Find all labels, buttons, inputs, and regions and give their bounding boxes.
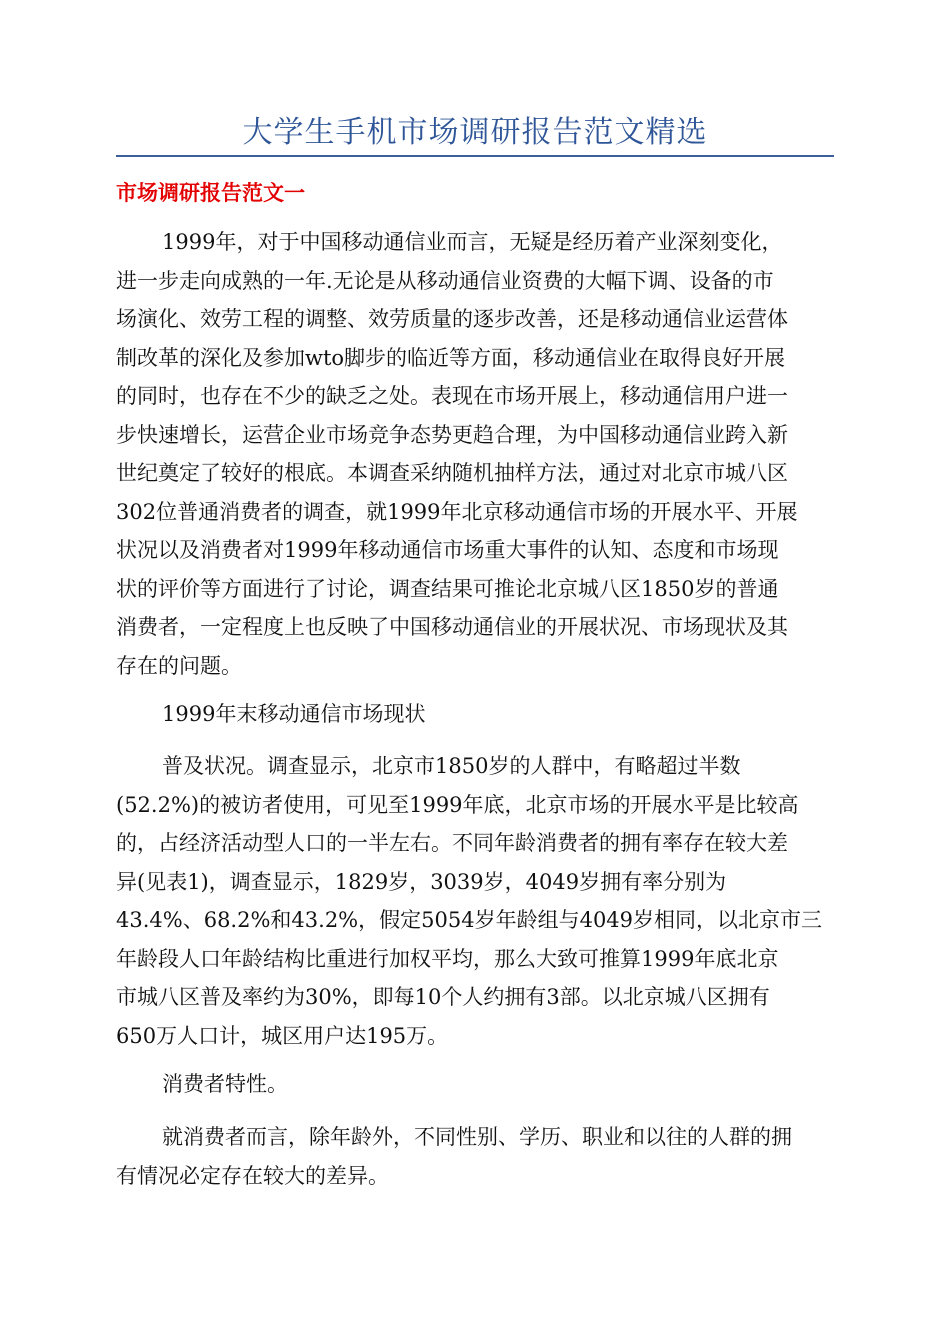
title-underline — [116, 155, 834, 157]
line-text: 43.4%、68.2%和43.2%，假定5054岁年龄组与4049岁相同，以北京市三 — [116, 908, 823, 932]
paragraph-line — [116, 901, 834, 940]
paragraph-subheading-market-status — [116, 695, 834, 734]
line-text: 状况以及消费者对1999年移动通信市场重大事件的认知、态度和市场现 — [116, 538, 779, 562]
line-text: 302位普通消费者的调查，就1999年北京移动通信市场的开展水平、开展 — [116, 499, 798, 524]
paragraph-line — [116, 1157, 834, 1196]
line-text: (52.2%)的被访者使用，可见至1999年底，北京市场的开展水平是比较高 — [116, 792, 799, 817]
paragraph-line — [116, 454, 834, 493]
line-text: 1999年，对于中国移动通信业而言，无疑是经历着产业深刻变化， — [162, 230, 783, 254]
line-text: 有情况必定存在较大的差异。 — [116, 1163, 389, 1188]
paragraph-line — [116, 300, 834, 339]
line-text: 存在的问题。 — [116, 653, 242, 678]
line-text: 就消费者而言，除年龄外，不同性别、学历、职业和以往的人群的拥 — [162, 1125, 792, 1149]
line-text: 状的评价等方面进行了讨论，调查结果可推论北京城八区1850岁的普通 — [116, 576, 779, 601]
line-text: 消费者，一定程度上也反映了中国移动通信业的开展状况、市场现状及其 — [116, 615, 788, 639]
paragraph-line — [116, 493, 834, 532]
line-text: 市城八区普及率约为30%，即每10个人约拥有3部。以北京城八区拥有 — [116, 985, 770, 1009]
line-text: 异(见表1)，调查显示，1829岁，3039岁，4049岁拥有率分别为 — [116, 869, 727, 894]
paragraph-line — [116, 647, 834, 686]
paragraph-consumer-differences — [116, 1118, 834, 1195]
paragraph-intro — [116, 223, 834, 685]
line-text: 步快速增长，运营企业市场竞争态势更趋合理，为中国移动通信业跨入新 — [116, 422, 788, 447]
paragraph-line — [116, 1118, 834, 1157]
line-text: 普及状况。调查显示，北京市1850岁的人群中，有略超过半数 — [162, 754, 741, 778]
paragraph-line — [116, 416, 834, 455]
paragraph-line — [116, 940, 834, 979]
line-text: 650万人口计，城区用户达195万。 — [116, 1023, 449, 1048]
paragraph-line — [116, 747, 834, 786]
paragraph-line — [116, 786, 834, 825]
paragraph-line — [116, 339, 834, 378]
paragraph-line — [116, 570, 834, 609]
line-text: 的，占经济活动型人口的一半左右。不同年龄消费者的拥有率存在较大差 — [116, 831, 788, 855]
paragraph-line — [116, 1017, 834, 1056]
line-text: 消费者特性。 — [162, 1072, 288, 1096]
paragraph-line — [116, 695, 834, 734]
line-text: 的同时，也存在不少的缺乏之处。表现在市场开展上，移动通信用户进一 — [116, 384, 788, 408]
paragraph-line — [116, 824, 834, 863]
paragraph-line — [116, 223, 834, 262]
line-text: 制改革的深化及参加wto脚步的临近等方面，移动通信业在取得良好开展 — [116, 345, 786, 370]
paragraph-line — [116, 863, 834, 902]
paragraph-penetration — [116, 747, 834, 1055]
line-text: 1999年末移动通信市场现状 — [162, 702, 426, 726]
line-text: 年龄段人口年龄结构比重进行加权平均，那么大致可推算1999年底北京 — [116, 946, 779, 971]
line-text: 进一步走向成熟的一年.无论是从移动通信业资费的大幅下调、设备的市 — [116, 268, 774, 293]
paragraph-line — [116, 377, 834, 416]
section-heading: 市场调研报告范文一 — [116, 181, 305, 205]
paragraph-line — [116, 262, 834, 301]
paragraph-subheading-consumer-traits — [116, 1065, 834, 1104]
line-text: 世纪奠定了较好的根底。本调查采纳随机抽样方法，通过对北京市城八区 — [116, 461, 788, 485]
paragraph-line — [116, 978, 834, 1017]
paragraph-line — [116, 1065, 834, 1104]
line-text: 场演化、效劳工程的调整、效劳质量的逐步改善，还是移动通信业运营体 — [116, 307, 788, 331]
paragraph-line — [116, 608, 834, 647]
paragraph-line — [116, 531, 834, 570]
document-title: 大学生手机市场调研报告范文精选 — [242, 115, 708, 150]
